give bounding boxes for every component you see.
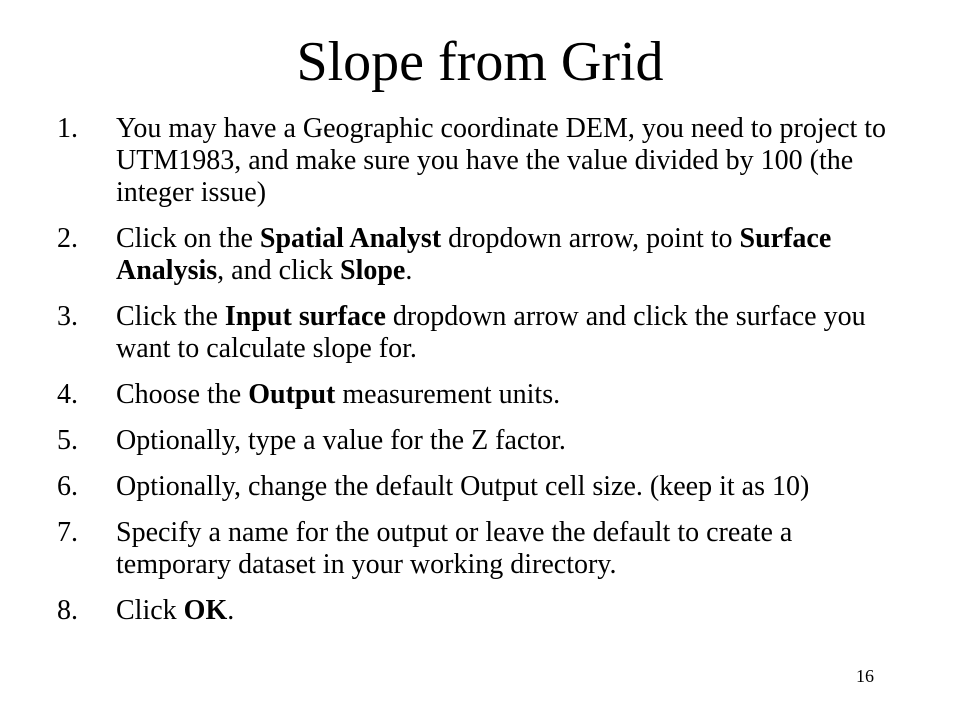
step-segment: Choose the (116, 379, 249, 410)
step-text (116, 113, 886, 208)
step-segment: Click on the (116, 223, 260, 254)
step-number: 2. (57, 223, 78, 254)
list-item (57, 223, 907, 287)
list-item (57, 595, 907, 627)
list-item (57, 301, 907, 365)
step-number: 6. (57, 471, 78, 502)
step-segment: . (227, 595, 235, 626)
step-text (116, 595, 234, 626)
page-number: 16 (856, 666, 874, 686)
step-segment: Optionally, change the default Output cell size. (keep it as 10) (116, 471, 810, 502)
step-number: 8. (57, 595, 78, 626)
step-emphasis: Spatial Analyst (259, 223, 442, 254)
steps-list (57, 113, 907, 641)
list-item (57, 471, 907, 503)
step-text (116, 517, 792, 580)
step-text (116, 425, 566, 456)
step-number: 3. (57, 301, 78, 332)
step-emphasis: Surface Analysis (116, 223, 832, 286)
step-text (116, 379, 560, 410)
step-emphasis: Input surface (224, 301, 386, 332)
step-text (116, 471, 809, 502)
step-segment: dropdown arrow, point to (441, 223, 740, 254)
step-emphasis: OK (183, 595, 228, 626)
step-number: 4. (57, 379, 78, 410)
step-segment: , and click (217, 255, 340, 286)
step-number: 7. (57, 517, 78, 548)
step-emphasis: Slope (340, 255, 406, 286)
step-text (116, 223, 831, 286)
step-segment: Click (116, 595, 184, 626)
step-segment: measurement units. (335, 379, 561, 410)
step-number: 1. (57, 113, 78, 144)
step-emphasis: Output (248, 379, 336, 410)
list-item (57, 425, 907, 457)
step-segment: dropdown arrow and click the surface you want to calculate slope for. (116, 301, 866, 364)
step-number: 5. (57, 425, 78, 456)
step-segment: Click the (116, 301, 225, 332)
list-item (57, 113, 907, 209)
step-segment: Specify a name for the output or leave the default to create a temporary dataset in your working directory. (116, 517, 793, 580)
step-segment: . (405, 255, 413, 286)
list-item (57, 379, 907, 411)
slide-title: Slope from Grid (296, 31, 664, 93)
step-text (116, 301, 866, 364)
step-segment: You may have a Geographic coordinate DEM, you need to project to UTM1983, and make sure you have the value divided by 100 (the integer issue) (116, 113, 887, 208)
step-segment: Optionally, type a value for the Z factor. (116, 425, 566, 456)
list-item (57, 517, 907, 581)
